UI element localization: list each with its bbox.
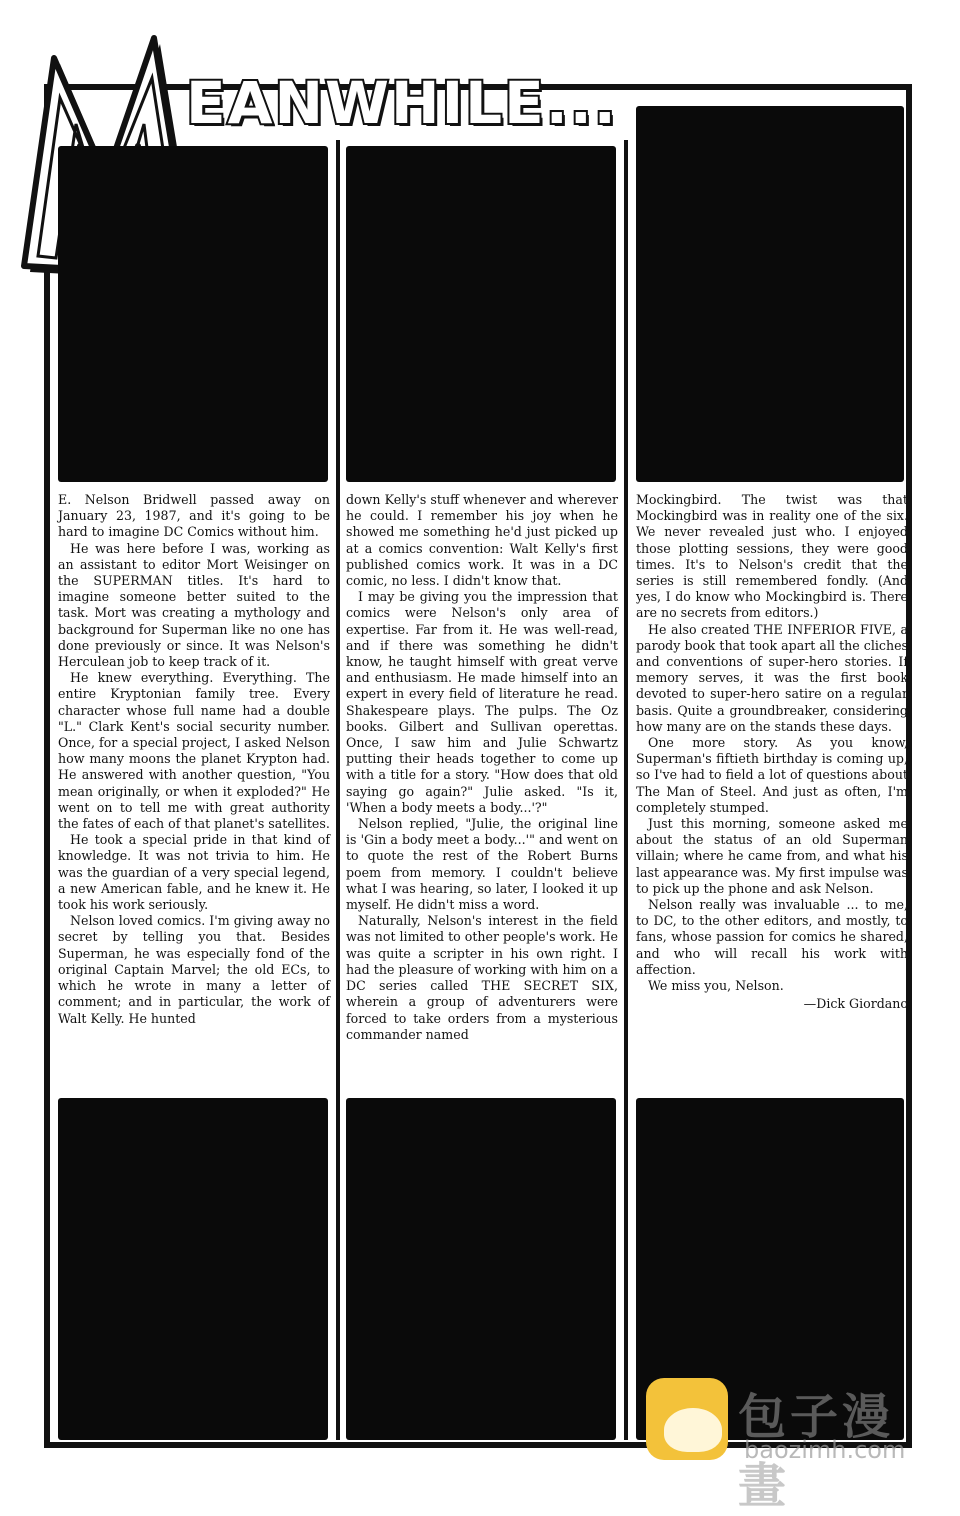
image-panel-bottom-left [58,1098,328,1440]
paragraph: He knew everything. Everything. The entire Kryptonian family tree. Every character whose full name had a double "L." Clark Kent's social security number. Once, for a special project, I asked Nelson how many moons the planet Krypton had. He answered with another question, "You mean originally, or when it exploded?" He went on to tell me with great authority the fates of each of that planet's satellites. [58,670,330,832]
paragraph: He was here before I was, working as an assistant to editor Mort Weisinger on the SUPERMAN titles. It's hard to imagine someone better suited to the task. Mort was creating a mythology and background for Superman like no one has done previously or since. It was Nelson's Herculean job to keep track of it. [58,540,330,670]
image-panel-bottom-middle [346,1098,616,1440]
article-column-3 [636,492,908,1013]
watermark-url: baozimh.com [744,1436,906,1464]
column-divider [624,140,628,1440]
article-column-2 [346,492,618,1043]
watermark [640,1372,940,1514]
column-divider [336,140,340,1440]
watermark-brand: 包子漫畫 [738,1389,895,1514]
paragraph: He took a special pride in that kind of knowledge. It was not trivia to him. He was the guardian of a very special legend, a new American fable, and he knew it. He took his work seriously. [58,832,330,913]
paragraph: One more story. As you know, Superman's fiftieth birthday is coming up, so I've had to field a lot of questions about The Man of Steel. And just as often, I'm completely stumped. [636,735,908,815]
paragraph: down Kelly's stuff whenever and wherever he could. I remember his joy when he showed me something he'd just picked up at a comics convention: Walt Kelly's first published comics work. It was in a DC comic, no less. I didn't know that. [346,492,618,589]
image-panel-top-middle [346,146,616,482]
paragraph: Nelson really was invaluable ... to me, to DC, to the other editors, and mostly, to fans, whose passion for comics he shared, and who will recall his work with affection. [636,897,908,977]
paragraph: He also created THE INFERIOR FIVE, a parody book that took apart all the cliches and conventions of super-hero stories. If memory serves, it was the first book devoted to super-hero satire on a regular basis. Quite a groundbreaker, considering how many are on the stands these days. [636,621,908,734]
paragraph: Mockingbird. The twist was that Mockingbird was in reality one of the six. We never revealed just who. I enjoyed those plotting sessions, they were good times. It's to Nelson's credit that the series is still remembered fondly. (And yes, I do know who Mockingbird is. There are no secrets from editors.) [636,492,908,621]
article-column-1 [58,492,330,1027]
paragraph: Nelson loved comics. I'm giving away no secret by telling you that. Besides Superman, he was especially fond of the original Captain Marvel; the old ECs, to which he wrote in many a letter of comment; and in particular, the work of Walt Kelly. He hunted [58,913,330,1026]
image-panel-top-left [58,146,328,482]
paragraph: I may be giving you the impression that comics were Nelson's only area of expertise. Far from it. He was well-read, and if there was something he didn't know, he taught himself with great verve and enthusiasm. He made himself into an expert in every field of literature he read. Shakespeare plays. The pulps. The Oz books. Gilbert and Sullivan operettas. Once, I saw him and Julie Schwartz putting their heads together to come up with a title for a story. "How does that old saying go again?" Julie asked. "Is it, 'When a body meets a body...'?" [346,589,618,815]
paragraph: Just this morning, someone asked me about the status of an old Superman villain; where he came from, and what his last appearance was. My first impulse was to pick up the phone and ask Nelson. [636,816,908,896]
paragraph: Nelson replied, "Julie, the original line is 'Gin a body meet a body...'" and went on to quote the rest of the Robert Burns poem from memory. I couldn't believe what I was hearing, so later, I looked it up myself. He didn't miss a word. [346,816,618,913]
bun-logo-icon [646,1378,728,1460]
paragraph: E. Nelson Bridwell passed away on January 23, 1987, and it's going to be hard to imagine DC Comics without him. [58,492,330,540]
paragraph: We miss you, Nelson. [648,978,784,994]
masthead-title: EANWHILE... [186,69,618,137]
paragraph: Naturally, Nelson's interest in the field was not limited to other people's work. He was quite a scripter in his own right. I had the pleasure of working with him on a DC series called THE SECRET SIX, wherein a group of adventurers were forced to take orders from a mysterious commander named [346,913,619,1042]
signature: —Dick Giordano [803,996,908,1012]
image-panel-top-right [636,106,904,482]
